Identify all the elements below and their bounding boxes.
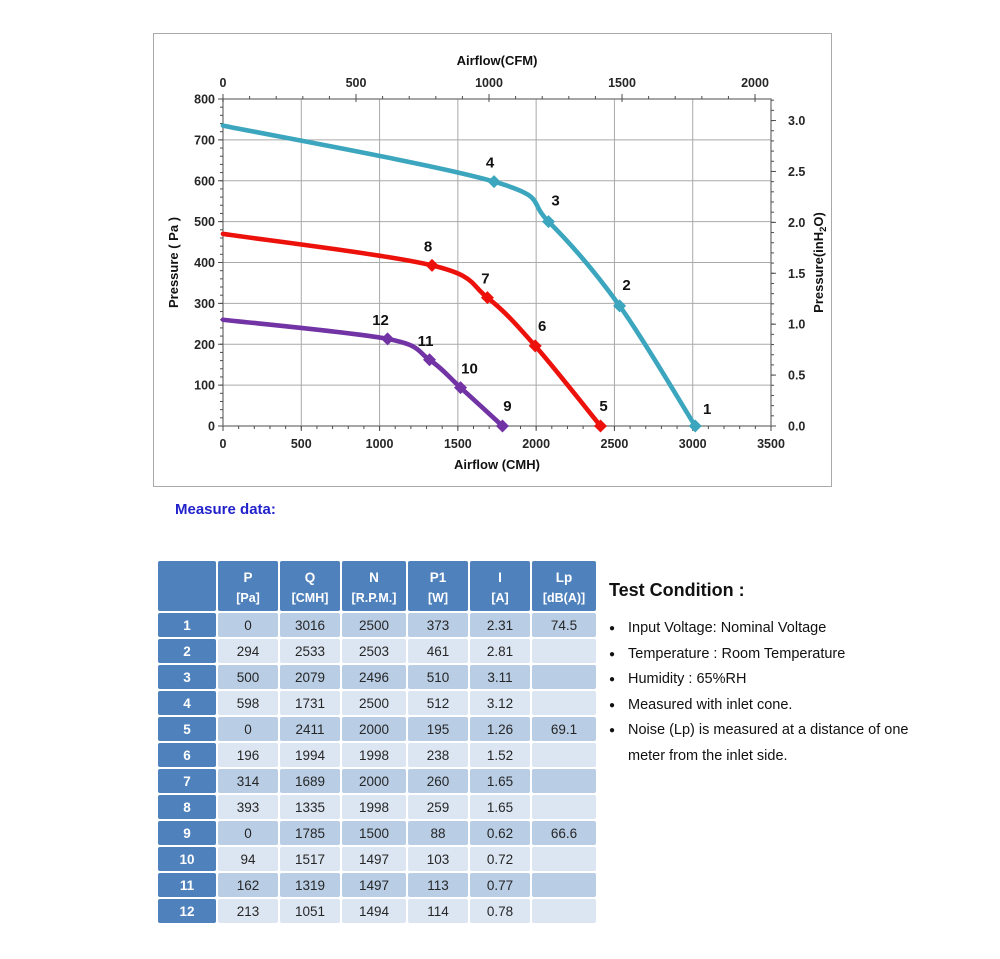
left-tick-label: 700 (194, 133, 215, 148)
top-tick-label: 500 (345, 76, 367, 90)
data-cell: 259 (408, 795, 468, 819)
data-cell: 0.72 (470, 847, 530, 871)
data-cell: 2079 (280, 665, 340, 689)
header-row (158, 561, 596, 611)
data-cell (532, 847, 596, 871)
row-number-cell: 11 (158, 873, 216, 897)
header-unit: [R.P.M.] (351, 591, 397, 605)
test-condition-text: Humidity : 65%RH (628, 671, 747, 687)
data-cell: 162 (218, 873, 278, 897)
data-cell: 74.5 (532, 613, 596, 637)
bottom-tick-label: 3000 (678, 437, 707, 451)
top-tick-label: 0 (219, 76, 227, 90)
data-cell: 1785 (280, 821, 340, 845)
data-cell: 1500 (342, 821, 406, 845)
point-marker-4 (488, 175, 501, 188)
data-cell: 1731 (280, 691, 340, 715)
fan-performance-chart (153, 33, 832, 487)
data-cell: 2500 (342, 691, 406, 715)
left-tick-label: 600 (194, 174, 215, 189)
table-row-12 (158, 899, 596, 923)
data-cell: 2000 (342, 717, 406, 741)
data-cell (532, 899, 596, 923)
data-cell (532, 691, 596, 715)
left-tick-label: 200 (194, 337, 215, 352)
top-axis-title: Airflow(CFM) (456, 53, 538, 68)
test-condition-list (609, 616, 931, 769)
data-cell: 0.62 (470, 821, 530, 845)
header-cell-i (470, 561, 530, 611)
test-condition-item (609, 693, 931, 719)
data-cell: 294 (218, 639, 278, 663)
table-row-3 (158, 665, 596, 689)
data-cell: 1.52 (470, 743, 530, 767)
right-tick-label: 1.5 (788, 266, 806, 281)
data-cell: 512 (408, 691, 468, 715)
data-cell: 598 (218, 691, 278, 715)
bottom-tick-label: 3500 (757, 437, 785, 451)
header-unit: [dB(A)] (542, 591, 586, 605)
data-cell: 500 (218, 665, 278, 689)
right-axis-title: Pressure(inH$_2$O) (811, 212, 829, 313)
data-cell (532, 795, 596, 819)
data-cell: 114 (408, 899, 468, 923)
row-number-cell: 1 (158, 613, 216, 637)
data-cell (532, 665, 596, 689)
right-tick-label: 3.0 (788, 114, 806, 129)
data-cell: 1497 (342, 847, 406, 871)
measure-data-label: Measure data: (175, 501, 276, 518)
test-condition-text: Temperature : Room Temperature (628, 645, 846, 662)
data-cell: 461 (408, 639, 468, 663)
data-cell: 3016 (280, 613, 340, 637)
data-cell: 196 (218, 743, 278, 767)
left-axis-title: Pressure ( Pa ) (166, 216, 181, 309)
bullet-icon: ● (609, 725, 616, 736)
point-label-5: 5 (599, 398, 608, 415)
table-row-8 (158, 795, 596, 819)
left-tick-label: 0 (208, 419, 215, 434)
table-row-2 (158, 639, 596, 663)
data-cell: 393 (218, 795, 278, 819)
header-symbol: P1 (429, 570, 447, 585)
bottom-axis-title: Airflow (CMH) (454, 457, 540, 472)
measure-data-table (156, 559, 598, 925)
point-label-1: 1 (703, 401, 712, 418)
data-cell: 94 (218, 847, 278, 871)
row-number-cell: 6 (158, 743, 216, 767)
header-cell-lp (532, 561, 596, 611)
data-cell: 1335 (280, 795, 340, 819)
data-cell: 1998 (342, 743, 406, 767)
data-cell: 69.1 (532, 717, 596, 741)
test-condition-text: Measured with inlet cone. (628, 696, 793, 713)
data-cell: 103 (408, 847, 468, 871)
data-cell: 2503 (342, 639, 406, 663)
left-tick-label: 800 (194, 92, 215, 107)
bottom-tick-label: 1000 (365, 437, 394, 451)
data-cell: 2533 (280, 639, 340, 663)
point-label-8: 8 (423, 238, 433, 256)
right-tick-label: 1.0 (788, 317, 806, 332)
row-number-cell: 7 (158, 769, 216, 793)
row-number-cell: 10 (158, 847, 216, 871)
left-tick-label: 100 (194, 378, 215, 393)
test-condition-text: Input Voltage: Nominal Voltage (628, 620, 827, 636)
bottom-tick-label: 0 (219, 437, 227, 451)
point-label-12: 12 (372, 311, 389, 329)
row-number-cell: 12 (158, 899, 216, 923)
data-cell: 1998 (342, 795, 406, 819)
data-cell: 1517 (280, 847, 340, 871)
data-cell: 0.77 (470, 873, 530, 897)
row-number-cell: 3 (158, 665, 216, 689)
data-cell: 1.65 (470, 769, 530, 793)
table-row-5 (158, 717, 596, 741)
data-cell: 238 (408, 743, 468, 767)
point-marker-8 (426, 259, 439, 272)
table-row-9 (158, 821, 596, 845)
data-cell: 113 (408, 873, 468, 897)
data-cell: 373 (408, 613, 468, 637)
point-label-2: 2 (622, 276, 631, 294)
row-number-cell: 5 (158, 717, 216, 741)
table-row-10 (158, 847, 596, 871)
header-symbol: Q (304, 570, 316, 585)
data-cell: 3.12 (470, 691, 530, 715)
right-tick-label: 0.5 (788, 368, 806, 383)
table-row-7 (158, 769, 596, 793)
data-cell: 0 (218, 613, 278, 637)
bottom-tick-label: 2000 (522, 437, 551, 451)
header-symbol: P (243, 570, 253, 585)
data-cell: 1689 (280, 769, 340, 793)
data-cell: 3.11 (470, 665, 530, 689)
right-tick-label: 0.0 (788, 419, 806, 434)
data-cell: 1319 (280, 873, 340, 897)
data-cell: 1.65 (470, 795, 530, 819)
header-cell-blank (158, 561, 216, 611)
data-cell (532, 639, 596, 663)
measure-table-header (158, 561, 596, 611)
point-label-9: 9 (503, 398, 512, 415)
top-tick-label: 1000 (475, 76, 503, 90)
point-marker-12 (381, 332, 394, 345)
point-label-7: 7 (481, 270, 490, 288)
table-row-6 (158, 743, 596, 767)
data-cell (532, 743, 596, 767)
measure-table-body (158, 613, 596, 923)
test-condition-panel (609, 580, 931, 769)
header-unit: [W] (427, 591, 449, 605)
test-condition-item (609, 718, 931, 769)
top-tick-label: 1500 (608, 76, 636, 90)
point-label-4: 4 (485, 154, 495, 172)
data-cell: 260 (408, 769, 468, 793)
data-cell: 1.26 (470, 717, 530, 741)
bullet-icon: ● (609, 623, 616, 634)
bottom-tick-label: 1500 (443, 437, 472, 451)
point-label-6: 6 (538, 317, 547, 335)
left-tick-label: 500 (194, 215, 215, 230)
header-unit: [A] (491, 591, 509, 605)
data-cell: 195 (408, 717, 468, 741)
header-cell-p (218, 561, 278, 611)
left-tick-label: 400 (194, 256, 215, 270)
data-cell: 0.78 (470, 899, 530, 923)
data-cell: 66.6 (532, 821, 596, 845)
data-cell: 88 (408, 821, 468, 845)
bullet-icon: ● (609, 699, 616, 711)
bullet-icon: ● (609, 674, 616, 685)
header-symbol (158, 584, 216, 588)
gridlines (223, 99, 771, 426)
bullet-icon: ● (609, 648, 616, 660)
data-cell: 2411 (280, 717, 340, 741)
data-cell: 0 (218, 821, 278, 845)
point-label-10: 10 (461, 360, 478, 378)
data-cell: 2500 (342, 613, 406, 637)
point-label-3: 3 (551, 192, 560, 210)
right-tick-label: 2.0 (788, 215, 806, 230)
header-cell-q (280, 561, 340, 611)
test-condition-item (609, 642, 931, 668)
table-row-4 (158, 691, 596, 715)
data-cell: 2496 (342, 665, 406, 689)
data-cell: 1051 (280, 899, 340, 923)
data-cell: 2.81 (470, 639, 530, 663)
data-cell: 314 (218, 769, 278, 793)
data-cell: 1494 (342, 899, 406, 923)
row-number-cell: 2 (158, 639, 216, 663)
test-condition-text: Noise (Lp) is measured at a distance of one meter from the inlet side. (628, 722, 909, 764)
bottom-tick-label: 500 (290, 437, 312, 451)
point-label-11: 11 (417, 332, 434, 350)
performance-curve-svg (154, 34, 831, 486)
data-cell (532, 769, 596, 793)
header-unit: [Pa] (236, 591, 260, 605)
header-cell-n (342, 561, 406, 611)
bottom-tick-label: 2500 (600, 437, 629, 451)
row-number-cell: 9 (158, 821, 216, 845)
header-cell-p1 (408, 561, 468, 611)
table-row-11 (158, 873, 596, 897)
data-cell: 510 (408, 665, 468, 689)
data-cell: 2.31 (470, 613, 530, 637)
test-condition-title: Test Condition : (609, 580, 745, 600)
data-cell: 2000 (342, 769, 406, 793)
top-tick-label: 2000 (741, 76, 769, 90)
test-condition-item (609, 667, 931, 693)
left-tick-label: 300 (194, 296, 215, 311)
header-symbol: N (369, 570, 379, 585)
header-unit: [CMH] (291, 591, 329, 605)
header-symbol: Lp (555, 570, 573, 585)
row-number-cell: 8 (158, 795, 216, 819)
right-tick-label: 2.5 (788, 164, 806, 179)
table-row-1 (158, 613, 596, 637)
data-cell: 213 (218, 899, 278, 923)
data-cell: 1994 (280, 743, 340, 767)
row-number-cell: 4 (158, 691, 216, 715)
data-cell: 0 (218, 717, 278, 741)
test-condition-item (609, 616, 931, 642)
header-symbol: I (498, 570, 502, 585)
data-cell (532, 873, 596, 897)
data-cell: 1497 (342, 873, 406, 897)
